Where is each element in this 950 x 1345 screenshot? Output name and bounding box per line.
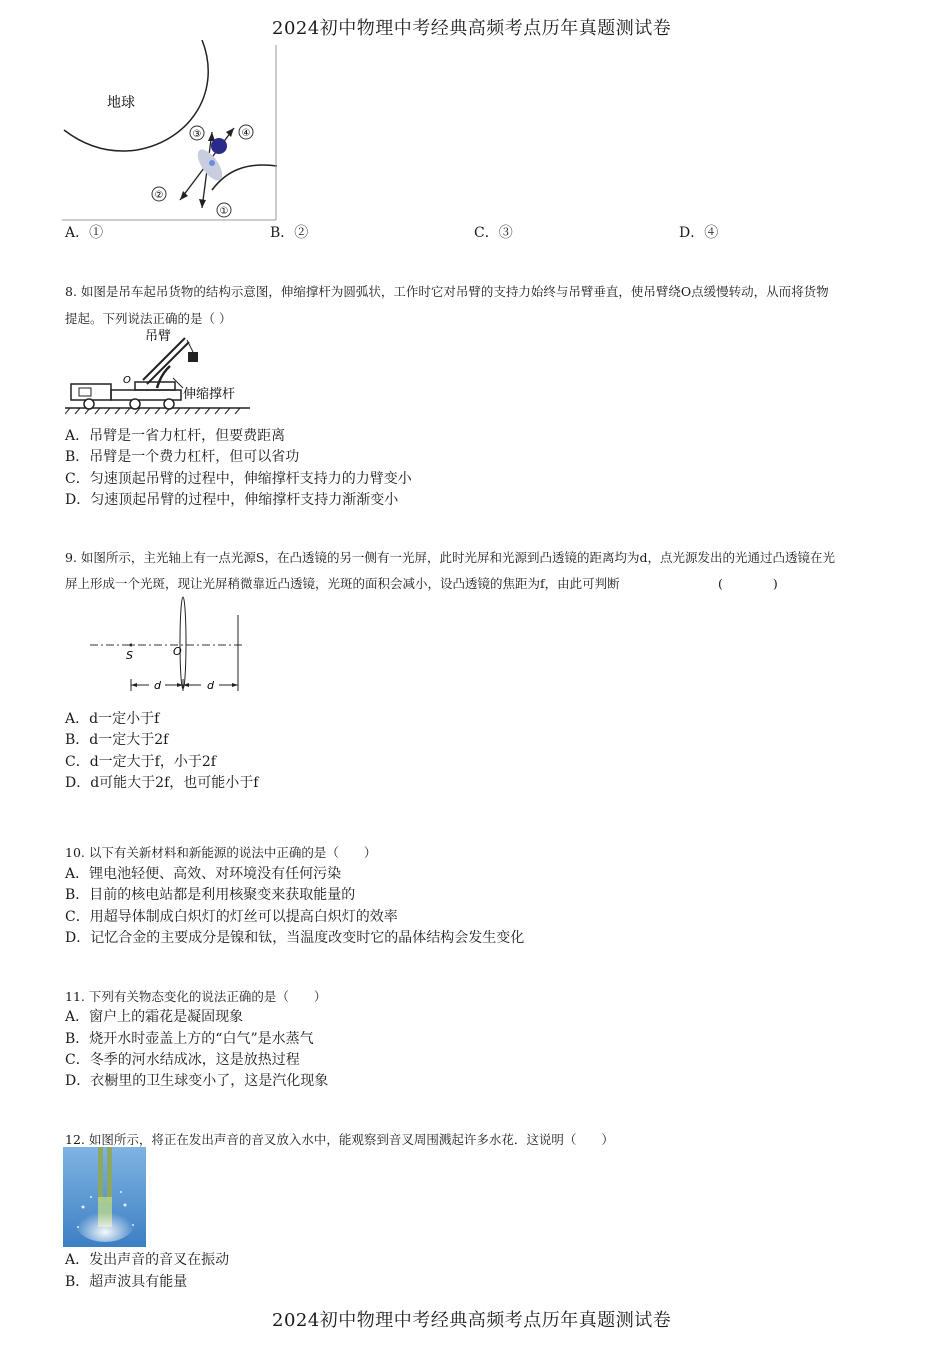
- pivot-label: O: [123, 375, 131, 386]
- q12-option-b: B．超声波具有能量: [65, 1274, 188, 1290]
- q9-answer-bracket: ( ): [718, 576, 778, 591]
- q12-tuning-fork-photo: [63, 1147, 146, 1247]
- q8-stem-line1: 8. 如图是吊车起吊货物的结构示意图，伸缩撑杆为圆弧状，工作时它对吊臂的支持力始终与吊臂垂直，使吊臂绕O点缓慢转动，从而将货物: [65, 284, 829, 299]
- q9-option-c: C．d一定大于f，小于2f: [65, 754, 216, 770]
- page-header: 2024初中物理中考经典高频考点历年真题测试卷: [272, 18, 672, 39]
- q9-stem-line1: 9. 如图所示，主光轴上有一点光源S，在凸透镜的另一侧有一光屏，此时光屏和光源到凸透镜的距离均为d，点光源发出的光通过凸透镜在光: [65, 550, 835, 565]
- q8-option-c: C．匀速顶起吊臂的过程中，伸缩撑杆支持力的力臂变小: [65, 471, 412, 487]
- earth-outline: [64, 40, 208, 151]
- boom-label: 吊臂: [145, 329, 172, 344]
- q12-stem: 12. 如图所示，将正在发出声音的音叉放入水中，能观察到音叉周围溅起许多水花．这说明（ ）: [65, 1132, 614, 1147]
- point-source: [130, 644, 133, 647]
- q8-option-b: B．吊臂是一个费力杠杆，但可以省功: [65, 449, 300, 465]
- q10-stem: 10. 以下有关新材料和新能源的说法中正确的是（ ）: [65, 845, 377, 860]
- dist-label-left: d: [154, 679, 161, 692]
- q8-option-a: A．吊臂是一省力杠杆，但要费距离: [65, 428, 286, 444]
- svg-text:②: ②: [154, 190, 164, 201]
- q7-figure: [62, 40, 282, 225]
- q10-option-a: A．锂电池轻便、高效、对环境没有任何污染: [65, 866, 342, 882]
- q11-option-b: B．烧开水时壶盖上方的“白气”是水蒸气: [65, 1031, 314, 1047]
- page-footer: 2024初中物理中考经典高频考点历年真题测试卷: [272, 1310, 672, 1331]
- q11-option-d: D．衣橱里的卫生球变小了，这是汽化现象: [65, 1073, 329, 1089]
- q11-option-a: A．窗户上的霜花是凝固现象: [65, 1009, 244, 1025]
- q9-stem-line2: 屏上形成一个光斑，现让光屏稍微靠近凸透镜，光斑的面积会减小，设凸透镜的焦距为f，由此可判断: [65, 576, 620, 591]
- dist-label-right: d: [207, 679, 214, 692]
- convex-lens: [180, 597, 186, 689]
- q10-option-c: C．用超导体制成白炽灯的灯丝可以提高白炽灯的效率: [65, 909, 398, 925]
- cargo: [188, 352, 198, 362]
- earth-label: 地球: [107, 95, 135, 111]
- q7-option-d: D．④: [679, 225, 719, 241]
- center-label: O: [173, 645, 182, 658]
- q11-stem: 11. 下列有关物态变化的说法正确的是（ ）: [65, 989, 327, 1004]
- q9-lens-figure: [85, 595, 250, 705]
- svg-text:③: ③: [192, 129, 202, 140]
- q7-option-c: C．③: [474, 225, 513, 241]
- q8-option-d: D．匀速顶起吊臂的过程中，伸缩撑杆支持力渐渐变小: [65, 492, 399, 508]
- q9-option-b: B．d一定大于2f: [65, 732, 169, 748]
- q10-option-d: D．记忆合金的主要成分是镍和钛，当温度改变时它的晶体结构会发生变化: [65, 930, 525, 946]
- q8-stem-line2: 提起。下列说法正确的是（ ）: [65, 311, 232, 326]
- q7-option-b: B．②: [270, 225, 309, 241]
- q11-option-c: C．冬季的河水结成冰，这是放热过程: [65, 1052, 300, 1068]
- source-label: S: [126, 649, 133, 662]
- q8-crane-figure: [65, 326, 255, 418]
- q9-option-d: D．d可能大于2f，也可能小于f: [65, 775, 259, 791]
- q7-option-a: A．①: [65, 225, 104, 241]
- q10-option-b: B．目前的核电站都是利用核聚变来获取能量的: [65, 887, 356, 903]
- strut: [157, 366, 170, 388]
- svg-text:④: ④: [241, 128, 251, 139]
- q12-option-a: A．发出声音的音叉在振动: [65, 1252, 230, 1268]
- astronaut-helmet: [211, 138, 227, 154]
- q9-option-a: A．d一定小于f: [65, 711, 160, 727]
- svg-text:①: ①: [219, 206, 229, 217]
- strut-label: 伸缩撑杆: [183, 387, 236, 402]
